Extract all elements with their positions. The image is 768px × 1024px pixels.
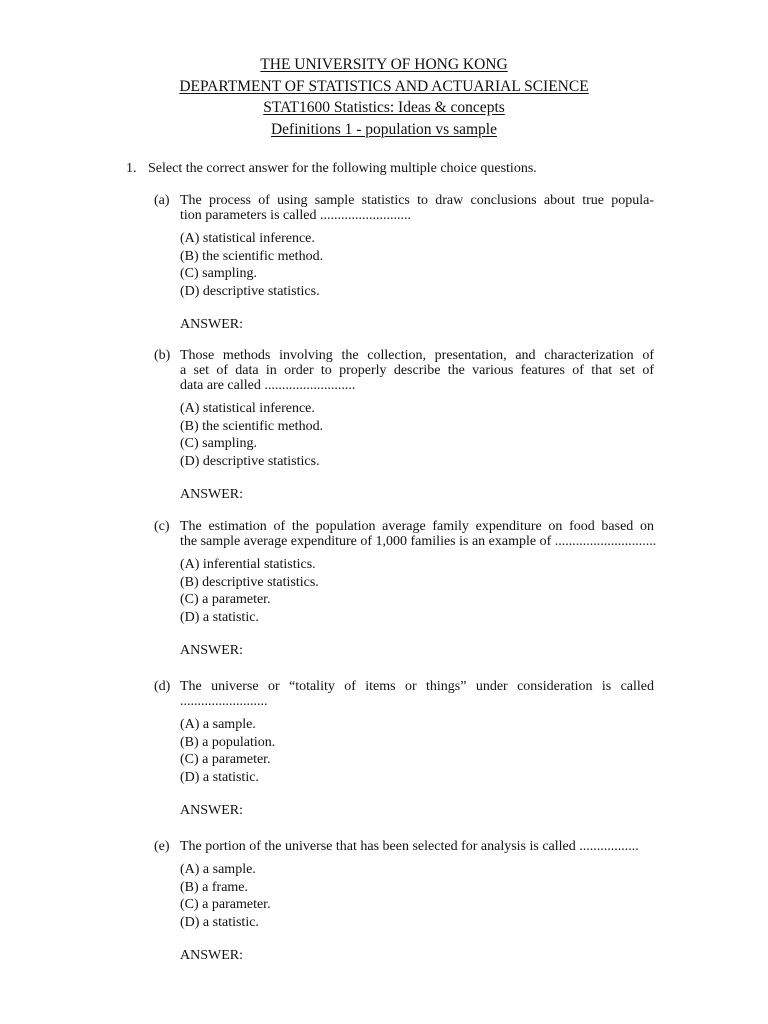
- option-b: (B) a population.: [180, 734, 276, 750]
- option-b: (B) descriptive statistics.: [180, 574, 319, 590]
- option-b: (B) a frame.: [180, 879, 249, 895]
- option-c: (C) sampling.: [180, 266, 257, 281]
- option-a: (A) statistical inference.: [180, 231, 315, 246]
- question-text-line: tion parameters is called ..........................: [180, 208, 411, 223]
- question-label: (e): [154, 839, 170, 854]
- question-d: [154, 679, 654, 818]
- option-d: (D) descriptive statistics.: [180, 283, 320, 299]
- options-list: [180, 556, 654, 626]
- option-c: (C) a parameter.: [180, 897, 271, 912]
- question-text-line: the sample average expenditure of 1,000 families is an example of .............................: [180, 534, 657, 549]
- option-a: (A) statistical inference.: [180, 401, 315, 416]
- options-list: [180, 400, 654, 470]
- options-list: [180, 230, 654, 300]
- university-title: THE UNIVERSITY OF HONG KONG: [260, 56, 508, 73]
- option-b: (B) the scientific method.: [180, 248, 324, 264]
- question-text-line: The universe or “totality of items or things” under consideration is called: [180, 679, 654, 694]
- answer-label: ANSWER:: [180, 643, 243, 658]
- question-label: (b): [154, 348, 171, 363]
- question-label: (c): [154, 519, 170, 534]
- option-d: (D) a statistic.: [180, 609, 259, 625]
- document-header: [0, 54, 768, 140]
- question-text-line: The process of using sample statistics to draw conclusions about true popula-: [180, 193, 654, 208]
- option-c: (C) a parameter.: [180, 752, 271, 767]
- question-text: [180, 348, 654, 393]
- question-text-line: .........................: [180, 694, 268, 709]
- answer-label: ANSWER:: [180, 317, 243, 332]
- question-text: [180, 193, 654, 223]
- option-d: (D) descriptive statistics.: [180, 453, 320, 469]
- option-a: (A) a sample.: [180, 862, 256, 877]
- option-d: (D) a statistic.: [180, 769, 259, 785]
- option-d: (D) a statistic.: [180, 914, 259, 930]
- question-text-line: data are called ..........................: [180, 378, 356, 393]
- option-b: (B) the scientific method.: [180, 418, 324, 434]
- question-text-line: Those methods involving the collection, presentation, and characterization of: [180, 348, 654, 363]
- answer-label: ANSWER:: [180, 487, 243, 502]
- option-c: (C) a parameter.: [180, 592, 271, 607]
- course-title: STAT1600 Statistics: Ideas & concepts: [263, 99, 505, 116]
- question-text-line: The portion of the universe that has been selected for analysis is called .................: [180, 839, 639, 854]
- worksheet-title: Definitions 1 - population vs sample: [270, 120, 497, 138]
- question-a: [154, 193, 654, 332]
- question-label: (a): [154, 193, 170, 208]
- question-c: [154, 519, 657, 658]
- option-a: (A) a sample.: [180, 717, 256, 732]
- intro-number: 1.: [126, 161, 137, 176]
- question-b: [154, 348, 654, 502]
- question-e: [154, 839, 654, 963]
- intro-instruction: [126, 160, 537, 178]
- question-text-line: The estimation of the population average family expenditure on food based on: [180, 519, 654, 534]
- answer-label: ANSWER:: [180, 948, 243, 963]
- answer-label: ANSWER:: [180, 803, 243, 818]
- department-title: DEPARTMENT OF STATISTICS AND ACTUARIAL SCIENCE: [179, 77, 589, 95]
- question-text: [180, 679, 654, 709]
- option-c: (C) sampling.: [180, 436, 257, 451]
- option-a: (A) inferential statistics.: [180, 557, 316, 572]
- question-text: [180, 519, 657, 549]
- options-list: [180, 861, 654, 931]
- question-text-line: a set of data in order to properly describe the various features of that set of: [180, 363, 654, 378]
- question-text: [180, 839, 654, 854]
- question-label: (d): [154, 679, 171, 694]
- intro-text: Select the correct answer for the following multiple choice questions.: [148, 161, 537, 176]
- options-list: [180, 716, 654, 786]
